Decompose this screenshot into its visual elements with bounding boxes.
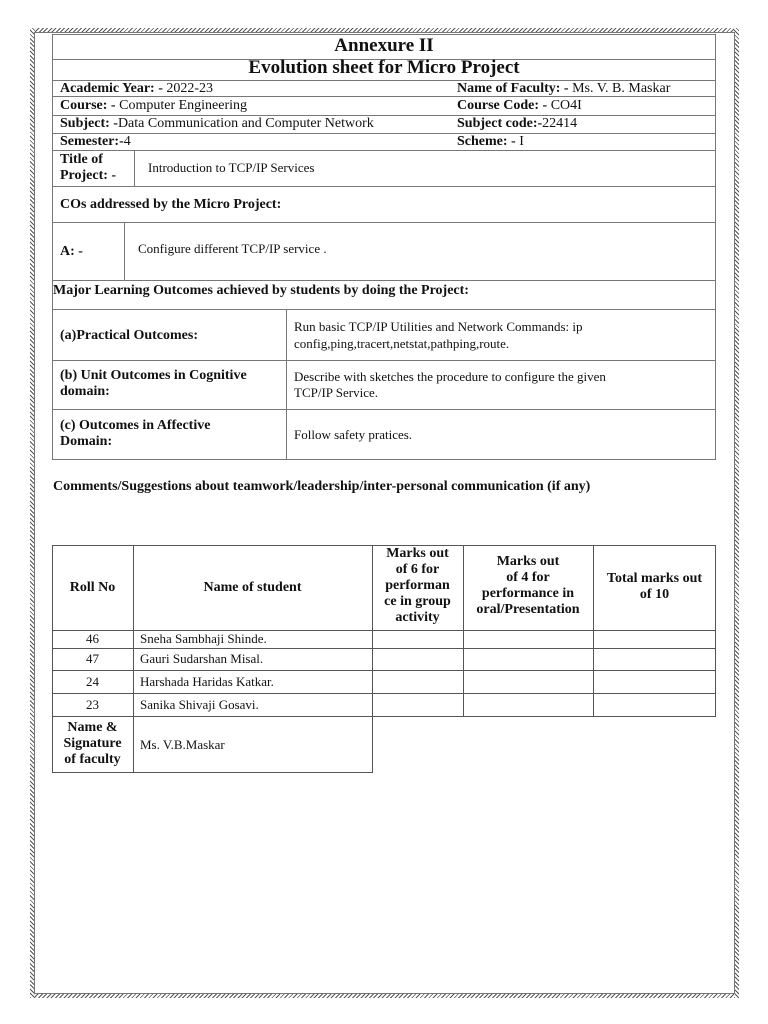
table-row-roll: 24: [86, 674, 99, 689]
col-student-name: Name of student: [203, 580, 302, 595]
cos-a-label: A: -: [60, 244, 83, 259]
col-oral-marks: Marks out of 4 for performance in oral/Presentation: [476, 554, 580, 617]
faculty-name: Name of Faculty: - Ms. V. B. Maskar: [457, 81, 671, 96]
project-title-label: Title of Project: -: [60, 152, 117, 183]
comments-heading: Comments/Suggestions about teamwork/leadership/inter-personal communication (if any): [53, 479, 591, 494]
signature-label: Name & Signature of faculty: [63, 720, 122, 767]
cos-heading: COs addressed by the Micro Project:: [60, 197, 282, 212]
subject-code: Subject code:-22414: [457, 116, 578, 131]
practical-outcomes: Run basic TCP/IP Utilities and Network Commands: ip config,ping,tracert,netstat,pathping,route.: [294, 319, 583, 351]
practical-label: (a)Practical Outcomes:: [60, 328, 198, 343]
outcomes-heading: Major Learning Outcomes achieved by students by doing the Project:: [53, 283, 469, 298]
table-row-name: Sanika Shivaji Gosavi.: [140, 697, 259, 712]
affective-outcomes-label: (c) Outcomes in Affective Domain:: [60, 418, 211, 449]
table-row-name: Harshada Haridas Katkar.: [140, 674, 274, 689]
affective-outcomes: Follow safety pratices.: [294, 427, 413, 442]
project-title: Introduction to TCP/IP Services: [148, 160, 315, 175]
annexure-title: Annexure II: [334, 35, 434, 56]
course-code: Course Code: - CO4I: [457, 98, 582, 113]
academic-year: Academic Year: - 2022-23: [60, 81, 214, 96]
col-group-marks: Marks out of 6 for performan ce in group activity: [384, 546, 451, 625]
course: Course: - Computer Engineering: [60, 98, 248, 113]
table-row-roll: 47: [86, 651, 99, 666]
table-row-roll: 23: [86, 697, 99, 712]
signature-faculty-name: Ms. V.B.Maskar: [140, 737, 225, 752]
cos-a-text: Configure different TCP/IP service .: [138, 241, 327, 256]
table-row-name: Sneha Sambhaji Shinde.: [140, 631, 267, 646]
unit-outcomes: Describe with sketches the procedure to configure the given TCP/IP Service.: [294, 369, 606, 400]
table-row-name: Gauri Sudarshan Misal.: [140, 651, 264, 666]
col-total-marks: Total marks out of 10: [606, 571, 703, 602]
col-roll-no: Roll No: [69, 580, 116, 595]
page-title: Evolution sheet for Micro Project: [248, 57, 520, 78]
unit-outcomes-label: (b) Unit Outcomes in Cognitive domain:: [60, 368, 247, 399]
scheme: Scheme: - I: [457, 134, 524, 149]
semester: Semester:-4: [60, 134, 131, 149]
table-row-roll: 46: [86, 631, 99, 646]
subject: Subject: -Data Communication and Computer Network: [60, 116, 374, 131]
